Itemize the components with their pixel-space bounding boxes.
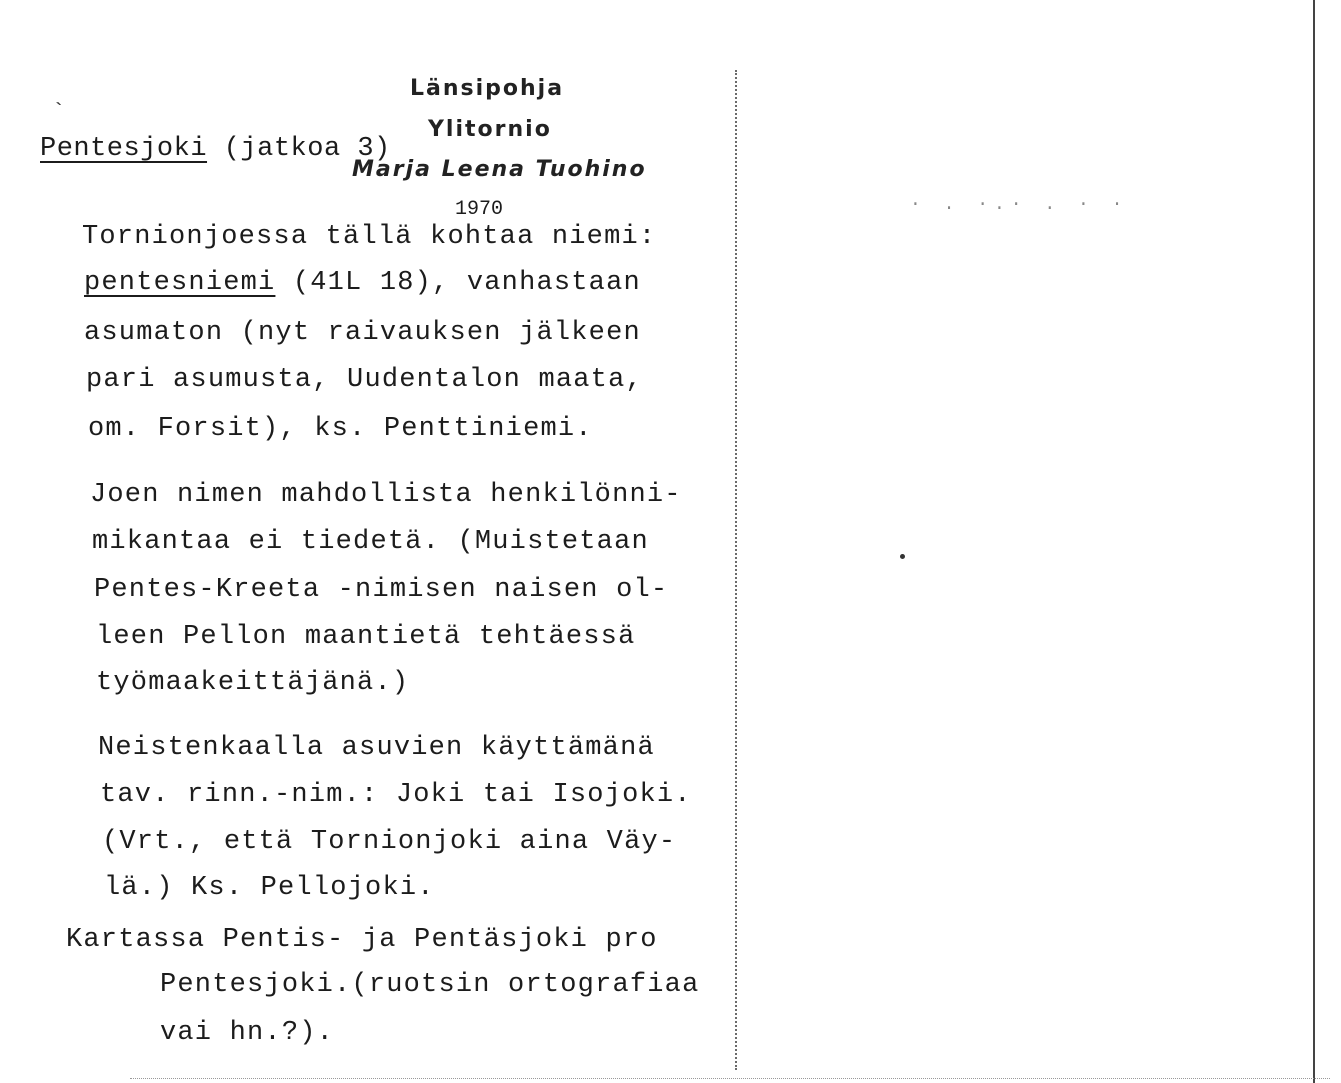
p2-line5: työmaakeittäjänä.) <box>96 668 410 698</box>
bottom-edge <box>130 1078 1330 1079</box>
card-edge <box>1313 0 1315 1083</box>
p4-line1: Kartassa Pentis- ja Pentäsjoki pro <box>66 925 658 955</box>
year: 1970 <box>455 198 504 221</box>
p2-line1: Joen nimen mahdollista henkilönni- <box>90 480 682 510</box>
p1-line3: asumaton (nyt raivauksen jälkeen <box>84 318 641 348</box>
p4-line3: vai hn.?). <box>160 1018 335 1048</box>
p1-line4: pari asumusta, Uudentalon maata, <box>86 365 643 395</box>
p1-line2: pentesniemi (41L 18), vanhastaan <box>84 268 641 298</box>
fold-line <box>735 70 737 1070</box>
p2-line2: mikantaa ei tiedetä. (Muistetaan <box>92 527 649 557</box>
stamp-region: Länsipohja <box>410 76 565 101</box>
p3-line2: tav. rinn.-nim.: Joki tai Isojoki. <box>100 780 692 810</box>
card-title <box>40 134 391 164</box>
pentesniemi: pentesniemi <box>84 268 276 298</box>
p2-line4: leen Pellon maantietä tehtäessä <box>96 622 636 652</box>
title-suffix: (jatkoa 3) <box>207 134 391 164</box>
title-name: Pentesjoki <box>40 134 208 164</box>
p1-line1: Tornionjoessa tällä kohtaa niemi: <box>82 222 657 252</box>
p4-line2: Pentesjoki.(ruotsin ortografiaa <box>160 970 700 1000</box>
p3-line3: (Vrt., että Tornionjoki aina Väy- <box>102 827 677 857</box>
p2-line3: Pentes-Kreeta -nimisen naisen ol- <box>94 575 669 605</box>
scan-dot <box>900 554 905 559</box>
p1-line5: om. Forsit), ks. Penttiniemi. <box>88 414 593 444</box>
stamp-collector: Marja Leena Tuohino <box>352 157 647 182</box>
p3-line4: lä.) Ks. Pellojoki. <box>104 873 435 903</box>
stamp-municipality: Ylitornio <box>428 117 552 142</box>
p3-line1: Neistenkaalla asuvien käyttämänä <box>98 733 655 763</box>
scan-mark: ` <box>52 100 66 125</box>
scan-specks: · . ·.· . · · <box>910 195 1129 215</box>
